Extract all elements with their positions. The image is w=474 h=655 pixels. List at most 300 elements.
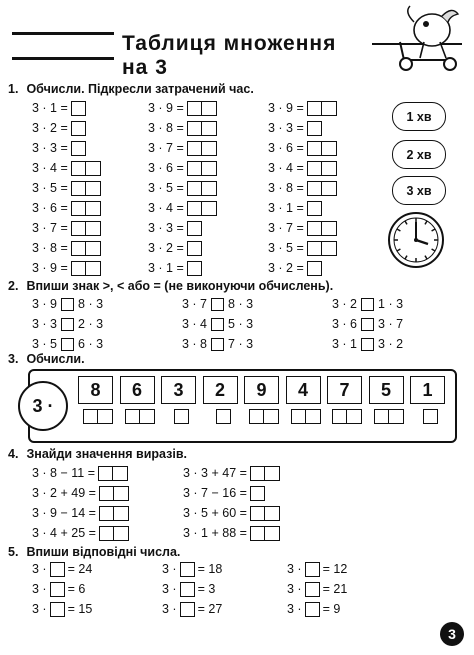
- answer-box-group: [71, 201, 101, 216]
- missing-number-item: [162, 561, 222, 577]
- time-option-3[interactable]: [392, 176, 446, 205]
- product-text: = 12: [322, 562, 348, 576]
- factor-text: 3 ·: [287, 582, 302, 596]
- answer-box[interactable]: [187, 161, 202, 176]
- answer-box[interactable]: [71, 181, 86, 196]
- task-text: Впиши відповідні числа.: [26, 545, 181, 559]
- time-label: 3 хв: [406, 183, 432, 198]
- expression-text: 3 · 3 + 47 =: [183, 466, 247, 480]
- missing-number-item: [32, 601, 92, 617]
- answer-box[interactable]: [202, 161, 217, 176]
- answer-box[interactable]: [71, 241, 86, 256]
- product-text: = 9: [322, 602, 341, 616]
- number-cell: 2: [203, 376, 238, 404]
- answer-box[interactable]: [71, 261, 86, 276]
- answer-box[interactable]: [322, 141, 337, 156]
- answer-box[interactable]: [347, 409, 362, 424]
- exercise-row: [268, 118, 337, 138]
- answer-box-group: [332, 409, 362, 427]
- expression-row: [32, 523, 129, 543]
- title-bar: [12, 32, 372, 79]
- task-number: 2.: [8, 279, 19, 293]
- exercise-row: [268, 198, 337, 218]
- task-text: Знайди значення виразів.: [26, 447, 187, 461]
- missing-number-item: [287, 581, 347, 597]
- exercise-text: 3 · 9 =: [148, 101, 184, 115]
- missing-number-box[interactable]: [50, 562, 65, 577]
- exercise-row: [148, 178, 217, 198]
- answer-box-group: [249, 409, 279, 427]
- exercise-text: 3 · 6 =: [32, 201, 68, 215]
- time-option-1[interactable]: [392, 102, 446, 131]
- answer-box[interactable]: [114, 486, 129, 501]
- answer-box[interactable]: [187, 201, 202, 216]
- exercise-row: [268, 258, 337, 278]
- expression-row: [183, 483, 280, 503]
- compare-left: 3 · 6: [332, 317, 358, 331]
- expression-row: [32, 463, 129, 483]
- exercise-row: [32, 98, 101, 118]
- missing-number-box[interactable]: [50, 582, 65, 597]
- answer-box-group: [174, 409, 189, 427]
- compare-left: 3 · 8: [182, 337, 208, 351]
- missing-number-item: [287, 601, 340, 617]
- exercise-text: 3 · 7 =: [268, 221, 304, 235]
- task-text: Обчисли. Підкресли затрачений час.: [26, 82, 254, 96]
- answer-box[interactable]: [71, 161, 86, 176]
- answer-box[interactable]: [187, 221, 202, 236]
- factor-text: 3 ·: [162, 602, 177, 616]
- exercise-row: [32, 198, 101, 218]
- result-cell: [288, 409, 321, 427]
- answer-box-group: [99, 526, 129, 541]
- factor-text: 3 ·: [162, 562, 177, 576]
- answer-box[interactable]: [187, 121, 202, 136]
- answer-box[interactable]: [202, 101, 217, 116]
- exercise-text: 3 · 1 =: [148, 261, 184, 275]
- expression-text: 3 · 4 + 25 =: [32, 526, 96, 540]
- compare-right: 8 · 3: [228, 297, 254, 311]
- answer-box[interactable]: [98, 409, 113, 424]
- exercise-text: 3 · 3 =: [148, 221, 184, 235]
- answer-box[interactable]: [291, 409, 306, 424]
- answer-box[interactable]: [86, 221, 101, 236]
- number-cell: 1: [410, 376, 445, 404]
- answer-box[interactable]: [307, 141, 322, 156]
- answer-box[interactable]: [140, 409, 155, 424]
- answer-box-group: [187, 161, 217, 176]
- answer-box-group: [307, 141, 337, 156]
- answer-box-group: [98, 466, 128, 481]
- exercise-text: 3 · 1 =: [32, 101, 68, 115]
- answer-box[interactable]: [86, 261, 101, 276]
- sign-box[interactable]: [361, 298, 374, 311]
- answer-box[interactable]: [307, 161, 322, 176]
- exercise-row: [148, 138, 217, 158]
- answer-box-group: [187, 101, 217, 116]
- answer-box[interactable]: [113, 466, 128, 481]
- answer-box[interactable]: [250, 526, 265, 541]
- answer-box[interactable]: [98, 466, 113, 481]
- time-option-2[interactable]: [392, 140, 446, 169]
- factor-text: 3 ·: [287, 602, 302, 616]
- answer-box[interactable]: [322, 161, 337, 176]
- answer-box[interactable]: [265, 506, 280, 521]
- compare-right: 6 · 3: [78, 337, 104, 351]
- number-cell: 3: [161, 376, 196, 404]
- answer-box[interactable]: [71, 141, 86, 156]
- answer-box-group: [125, 409, 155, 427]
- compare-right: 7 · 3: [228, 337, 254, 351]
- missing-number-item: [162, 581, 215, 597]
- task-number: 3.: [8, 352, 19, 366]
- exercise-row: [148, 158, 217, 178]
- exercise-row: [268, 218, 337, 238]
- answer-box[interactable]: [187, 261, 202, 276]
- answer-box[interactable]: [125, 409, 140, 424]
- sign-box[interactable]: [61, 298, 74, 311]
- number-cell: 5: [369, 376, 404, 404]
- exercise-text: 3 · 5 =: [268, 241, 304, 255]
- expression-row: [32, 503, 129, 523]
- compare-left: 3 · 3: [32, 317, 58, 331]
- answer-box[interactable]: [250, 486, 265, 501]
- exercise-text: 3 · 7 =: [32, 221, 68, 235]
- result-cell: [80, 409, 113, 427]
- answer-box[interactable]: [202, 181, 217, 196]
- answer-box[interactable]: [322, 241, 337, 256]
- sign-box[interactable]: [61, 318, 74, 331]
- multiplier-circle: [18, 381, 68, 431]
- task-number: 1.: [8, 82, 19, 96]
- answer-box[interactable]: [174, 409, 189, 424]
- answer-box[interactable]: [86, 241, 101, 256]
- answer-box[interactable]: [202, 141, 217, 156]
- answer-box-group: [187, 221, 202, 236]
- task-number: 4.: [8, 447, 19, 461]
- task5-heading: [8, 545, 180, 559]
- compare-right: 2 · 3: [78, 317, 104, 331]
- factor-text: 3 ·: [32, 562, 47, 576]
- compare-item: [332, 316, 403, 332]
- page-title: Таблиця множення на 3: [114, 32, 372, 80]
- clock-icon: [386, 210, 446, 270]
- answer-box[interactable]: [202, 121, 217, 136]
- compare-item: [32, 336, 103, 352]
- compare-right: 8 · 3: [78, 297, 104, 311]
- compare-item: [182, 316, 253, 332]
- result-cell: [329, 409, 362, 427]
- answer-box[interactable]: [202, 201, 217, 216]
- missing-number-item: [32, 581, 85, 597]
- answer-box[interactable]: [114, 506, 129, 521]
- answer-box-group: [307, 161, 337, 176]
- answer-box-group: [250, 466, 280, 481]
- expression-text: 3 · 2 + 49 =: [32, 486, 96, 500]
- answer-box[interactable]: [306, 409, 321, 424]
- page-number-label: 3: [448, 626, 456, 642]
- answer-box[interactable]: [86, 201, 101, 216]
- exercise-row: [32, 258, 101, 278]
- answer-box[interactable]: [307, 181, 322, 196]
- exercise-text: 3 · 8 =: [32, 241, 68, 255]
- result-cell: [122, 409, 155, 427]
- compare-right: 1 · 3: [378, 297, 404, 311]
- exercise-text: 3 · 4 =: [148, 201, 184, 215]
- compare-right: 3 · 7: [378, 317, 404, 331]
- answer-box-group: [187, 141, 217, 156]
- answer-box[interactable]: [249, 409, 264, 424]
- expression-text: 3 · 5 + 60 =: [183, 506, 247, 520]
- exercise-row: [268, 238, 337, 258]
- task1-column-3: [268, 98, 337, 278]
- compare-item: [332, 336, 403, 352]
- answer-box[interactable]: [423, 409, 438, 424]
- answer-box-group: [307, 241, 337, 256]
- answer-box-group: [71, 161, 101, 176]
- answer-box-group: [423, 409, 438, 427]
- answer-box-group: [307, 261, 322, 276]
- factor-text: 3 ·: [32, 582, 47, 596]
- answer-box[interactable]: [71, 101, 86, 116]
- exercise-text: 3 · 3 =: [268, 121, 304, 135]
- compare-left: 3 · 5: [32, 337, 58, 351]
- answer-box[interactable]: [307, 201, 322, 216]
- missing-number-box[interactable]: [180, 602, 195, 617]
- answer-box-group: [71, 121, 86, 136]
- exercise-row: [148, 98, 217, 118]
- sign-box[interactable]: [61, 338, 74, 351]
- multiplier-label: 3 ·: [32, 395, 54, 416]
- missing-number-box[interactable]: [305, 582, 320, 597]
- sign-box[interactable]: [361, 318, 374, 331]
- answer-box[interactable]: [307, 101, 322, 116]
- sign-box[interactable]: [361, 338, 374, 351]
- sign-box[interactable]: [211, 298, 224, 311]
- answer-box[interactable]: [374, 409, 389, 424]
- exercise-row: [268, 138, 337, 158]
- answer-box[interactable]: [86, 161, 101, 176]
- missing-number-box[interactable]: [305, 562, 320, 577]
- answer-box-group: [250, 506, 280, 521]
- exercise-row: [32, 178, 101, 198]
- answer-box[interactable]: [71, 201, 86, 216]
- answer-box[interactable]: [187, 181, 202, 196]
- number-cell: 9: [244, 376, 279, 404]
- answer-box[interactable]: [114, 526, 129, 541]
- task1-column-1: [32, 98, 101, 278]
- answer-box[interactable]: [216, 409, 231, 424]
- result-cell: [213, 409, 231, 427]
- product-text: = 24: [67, 562, 93, 576]
- missing-number-item: [162, 601, 222, 617]
- exercise-row: [32, 238, 101, 258]
- compare-left: 3 · 7: [182, 297, 208, 311]
- answer-box-group: [187, 121, 217, 136]
- product-text: = 21: [322, 582, 348, 596]
- exercise-text: 3 · 5 =: [32, 181, 68, 195]
- exercise-row: [148, 118, 217, 138]
- answer-box-group: [71, 241, 101, 256]
- sign-box[interactable]: [211, 338, 224, 351]
- product-text: = 18: [197, 562, 223, 576]
- exercise-text: 3 · 6 =: [148, 161, 184, 175]
- expression-text: 3 · 7 − 16 =: [183, 486, 247, 500]
- number-cell: 7: [327, 376, 362, 404]
- answer-box[interactable]: [187, 141, 202, 156]
- time-label: 1 хв: [406, 109, 432, 124]
- answer-box[interactable]: [71, 121, 86, 136]
- exercise-row: [32, 218, 101, 238]
- answer-box[interactable]: [307, 221, 322, 236]
- missing-number-box[interactable]: [305, 602, 320, 617]
- compare-item: [32, 296, 103, 312]
- time-label: 2 хв: [406, 147, 432, 162]
- answer-box-group: [250, 486, 265, 501]
- answer-box-group: [71, 101, 86, 116]
- exercise-text: 3 · 2 =: [268, 261, 304, 275]
- exercise-row: [32, 118, 101, 138]
- exercise-row: [32, 138, 101, 158]
- answer-box[interactable]: [307, 121, 322, 136]
- expression-row: [183, 503, 280, 523]
- sign-box[interactable]: [211, 318, 224, 331]
- answer-box-group: [307, 201, 322, 216]
- exercise-text: 3 · 6 =: [268, 141, 304, 155]
- exercise-row: [148, 238, 217, 258]
- compare-right: 3 · 2: [378, 337, 404, 351]
- task4-column-1: [32, 463, 129, 543]
- product-text: = 3: [197, 582, 216, 596]
- product-text: = 27: [197, 602, 223, 616]
- exercise-row: [148, 198, 217, 218]
- answer-box[interactable]: [71, 221, 86, 236]
- exercise-row: [268, 178, 337, 198]
- answer-box[interactable]: [250, 466, 265, 481]
- answer-box-group: [307, 221, 337, 236]
- exercise-text: 3 · 8 =: [148, 121, 184, 135]
- exercise-text: 3 · 9 =: [268, 101, 304, 115]
- task4-heading: [8, 447, 187, 461]
- answer-box[interactable]: [99, 486, 114, 501]
- answer-box[interactable]: [389, 409, 404, 424]
- task1-column-2: [148, 98, 217, 278]
- expression-row: [32, 483, 129, 503]
- compare-item: [182, 336, 253, 352]
- exercise-text: 3 · 2 =: [148, 241, 184, 255]
- answer-box[interactable]: [86, 181, 101, 196]
- exercise-text: 3 · 8 =: [268, 181, 304, 195]
- exercise-row: [32, 158, 101, 178]
- exercise-text: 3 · 4 =: [32, 161, 68, 175]
- task-text: Впиши знак >, < або = (не виконуючи обчислень).: [26, 279, 334, 293]
- task3-cells: [78, 376, 453, 436]
- expression-row: [183, 463, 280, 483]
- answer-box-group: [187, 181, 217, 196]
- number-cell: 4: [286, 376, 321, 404]
- exercise-row: [148, 218, 217, 238]
- compare-item: [332, 296, 403, 312]
- answer-box[interactable]: [187, 101, 202, 116]
- compare-right: 5 · 3: [228, 317, 254, 331]
- exercise-text: 3 · 9 =: [32, 261, 68, 275]
- expression-text: 3 · 9 − 14 =: [32, 506, 96, 520]
- missing-number-box[interactable]: [180, 562, 195, 577]
- answer-box-group: [83, 409, 113, 427]
- task4-column-2: [183, 463, 280, 543]
- answer-box[interactable]: [265, 466, 280, 481]
- answer-box-group: [71, 221, 101, 236]
- exercise-text: 3 · 7 =: [148, 141, 184, 155]
- factor-text: 3 ·: [32, 602, 47, 616]
- missing-number-item: [287, 561, 347, 577]
- product-text: = 15: [67, 602, 93, 616]
- task-text: Обчисли.: [26, 352, 85, 366]
- answer-box[interactable]: [322, 221, 337, 236]
- answer-box-group: [307, 181, 337, 196]
- exercise-text: 3 · 3 =: [32, 141, 68, 155]
- answer-box-group: [374, 409, 404, 427]
- answer-box[interactable]: [307, 241, 322, 256]
- compare-left: 3 · 2: [332, 297, 358, 311]
- task1-heading: [8, 82, 254, 96]
- answer-box[interactable]: [332, 409, 347, 424]
- exercise-text: 3 · 1 =: [268, 201, 304, 215]
- answer-box[interactable]: [322, 101, 337, 116]
- answer-box-group: [187, 241, 202, 256]
- answer-box[interactable]: [99, 506, 114, 521]
- exercise-text: 3 · 5 =: [148, 181, 184, 195]
- answer-box-group: [71, 261, 101, 276]
- missing-number-item: [32, 561, 92, 577]
- missing-number-box[interactable]: [180, 582, 195, 597]
- answer-box-group: [99, 506, 129, 521]
- answer-box[interactable]: [307, 261, 322, 276]
- task2-heading: [8, 279, 333, 293]
- answer-box[interactable]: [187, 241, 202, 256]
- result-cell: [420, 409, 438, 427]
- answer-box-group: [187, 261, 202, 276]
- answer-box-group: [291, 409, 321, 427]
- factor-text: 3 ·: [287, 562, 302, 576]
- task-number: 5.: [8, 545, 19, 559]
- answer-box[interactable]: [322, 181, 337, 196]
- answer-box[interactable]: [264, 409, 279, 424]
- result-cell: [371, 409, 404, 427]
- answer-box-group: [71, 181, 101, 196]
- answer-box[interactable]: [250, 506, 265, 521]
- answer-box[interactable]: [83, 409, 98, 424]
- exercise-row: [268, 98, 337, 118]
- missing-number-box[interactable]: [50, 602, 65, 617]
- compare-item: [182, 296, 253, 312]
- answer-box[interactable]: [99, 526, 114, 541]
- answer-box[interactable]: [265, 526, 280, 541]
- task3-heading: [8, 352, 85, 366]
- answer-box-group: [307, 121, 322, 136]
- expression-text: 3 · 8 − 11 =: [32, 466, 96, 480]
- number-cell: 6: [120, 376, 155, 404]
- answer-box-group: [99, 486, 129, 501]
- expression-row: [183, 523, 280, 543]
- compare-item: [32, 316, 103, 332]
- dragon-scooter-illustration: [392, 2, 468, 74]
- compare-left: 3 · 1: [332, 337, 358, 351]
- answer-box-group: [307, 101, 337, 116]
- compare-left: 3 · 4: [182, 317, 208, 331]
- answer-box-group: [71, 141, 86, 156]
- expression-text: 3 · 1 + 88 =: [183, 526, 247, 540]
